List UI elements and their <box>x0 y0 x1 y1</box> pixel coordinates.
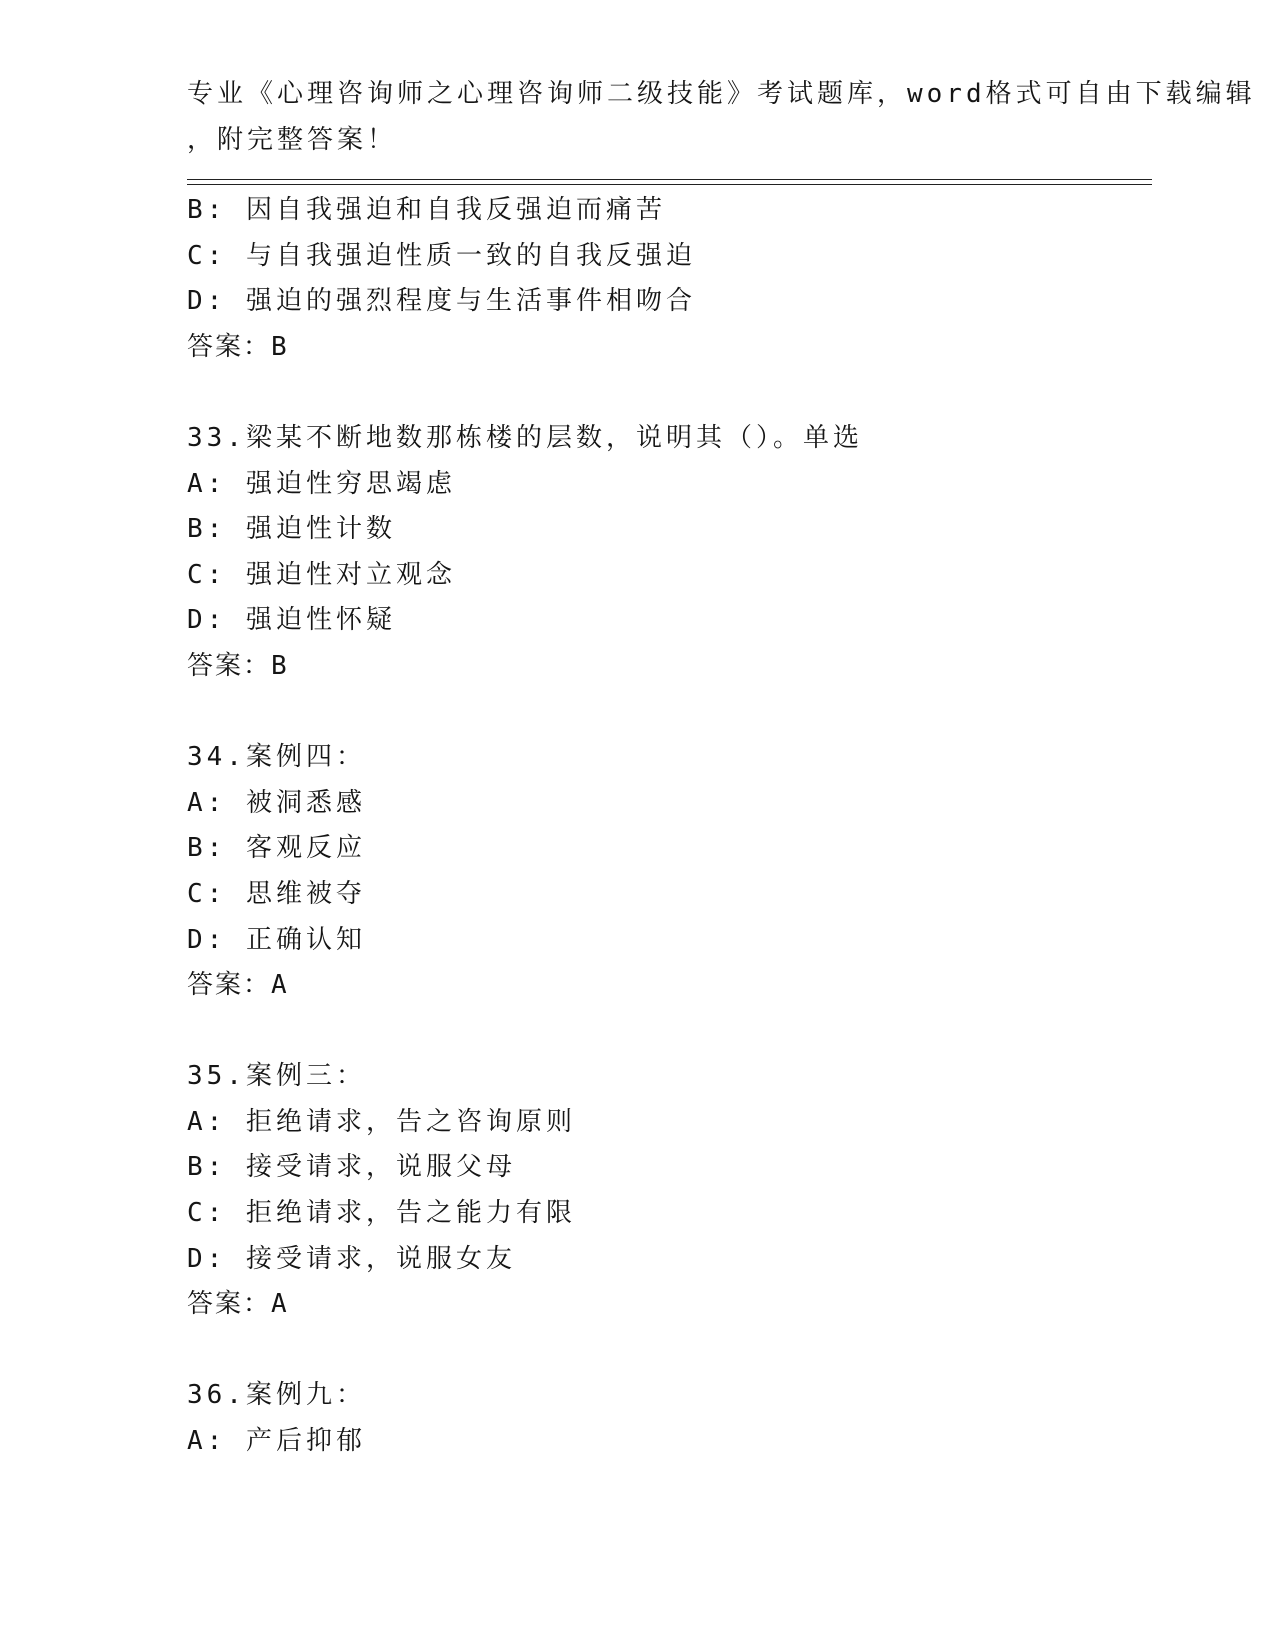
question-35 <box>187 1054 1147 1328</box>
option-a: A: 被洞悉感 <box>187 787 366 818</box>
option-d: D: 强迫的强烈程度与生活事件相吻合 <box>187 286 696 317</box>
answer: 答案：A <box>187 1289 289 1320</box>
document-header <box>187 72 1256 163</box>
question-text: 34.案例四： <box>187 742 366 773</box>
option-a: A: 强迫性穷思竭虑 <box>187 468 456 499</box>
option-c: C: 拒绝请求，告之能力有限 <box>187 1198 576 1229</box>
question-36 <box>187 1373 1147 1464</box>
header-divider-bottom <box>187 184 1152 185</box>
option-c: C: 强迫性对立观念 <box>187 559 456 590</box>
question-34 <box>187 735 1147 1009</box>
answer: 答案：B <box>187 331 289 362</box>
header-line-2: ，附完整答案！ <box>187 124 398 155</box>
answer: 答案：B <box>187 650 289 681</box>
option-d: D: 正确认知 <box>187 924 366 955</box>
option-c: C: 与自我强迫性质一致的自我反强迫 <box>187 240 696 271</box>
option-b: B: 客观反应 <box>187 833 366 864</box>
question-32-tail <box>187 188 1147 370</box>
answer: 答案：A <box>187 970 289 1001</box>
header-line-1: 专业《心理咨询师之心理咨询师二级技能》考试题库，word格式可自由下载编辑 <box>187 79 1256 109</box>
option-b: B: 因自我强迫和自我反强迫而痛苦 <box>187 195 666 225</box>
question-33 <box>187 416 1147 690</box>
spacer <box>187 370 1147 416</box>
option-a: A: 产后抑郁 <box>187 1426 366 1457</box>
option-d: D: 接受请求，说服女友 <box>187 1243 516 1274</box>
question-list <box>187 188 1147 1465</box>
header-divider-top <box>187 179 1152 180</box>
question-text: 33.梁某不断地数那栋楼的层数，说明其（）。单选 <box>187 422 863 453</box>
option-d: D: 强迫性怀疑 <box>187 605 396 636</box>
question-text: 35.案例三： <box>187 1061 366 1092</box>
spacer <box>187 1328 1147 1374</box>
question-text: 36.案例九： <box>187 1380 366 1411</box>
option-a: A: 拒绝请求，告之咨询原则 <box>187 1106 576 1137</box>
spacer <box>187 1009 1147 1055</box>
option-c: C: 思维被夺 <box>187 878 366 909</box>
option-b: B: 强迫性计数 <box>187 514 396 545</box>
spacer <box>187 690 1147 736</box>
option-b: B: 接受请求，说服父母 <box>187 1152 516 1183</box>
